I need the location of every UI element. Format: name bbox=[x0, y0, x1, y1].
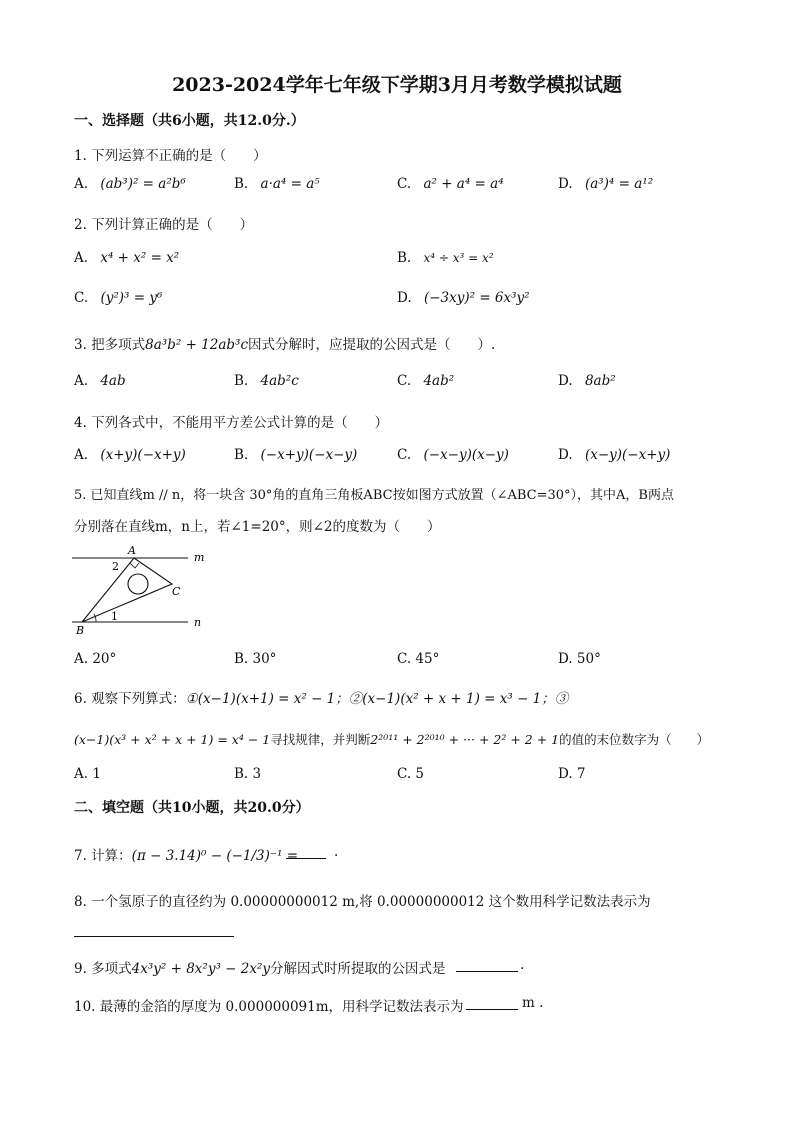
option-label: B. bbox=[234, 176, 249, 192]
right-angle-mark bbox=[130, 563, 139, 568]
section-heading-fill-blank: 二、填空题（共10小题，共20.0分） bbox=[74, 800, 310, 816]
q7-period: . bbox=[334, 844, 339, 860]
option-expression: (a³)⁴ = a¹² bbox=[584, 176, 654, 192]
q4-option-b[interactable] bbox=[234, 447, 357, 463]
stem-expression: 4x³y² + 8x²y³ − 2x²y bbox=[131, 961, 271, 977]
option-expression: (ab³)² = a²b⁶ bbox=[100, 176, 186, 192]
question-3-stem bbox=[74, 333, 495, 353]
label-m: m bbox=[194, 551, 205, 564]
angle-1-arc bbox=[94, 614, 96, 622]
option-expression: x⁴ ÷ x³ = x² bbox=[423, 251, 494, 265]
option-label: B. bbox=[397, 250, 412, 266]
option-label: B. bbox=[234, 447, 249, 463]
q9-answer-blank[interactable] bbox=[456, 971, 518, 972]
q7-answer-blank[interactable] bbox=[286, 858, 326, 859]
q2-option-c[interactable] bbox=[74, 290, 162, 306]
option-label: C. bbox=[397, 176, 412, 192]
stem-text: 因式分解时，应提取的公因式是（ ）. bbox=[248, 337, 496, 353]
option-label: D. bbox=[397, 290, 412, 306]
option-expression: (−3xy)² = 6x³y² bbox=[423, 290, 530, 306]
option-expression: (−x−y)(x−y) bbox=[423, 447, 509, 463]
q3-option-a[interactable] bbox=[74, 373, 126, 389]
stem-text: 寻找规律，并判断 bbox=[270, 732, 371, 747]
stem-text: 7. 计算： bbox=[74, 848, 132, 864]
q5-option-d[interactable]: D. 50° bbox=[558, 651, 601, 667]
q5-option-c[interactable]: C. 45° bbox=[397, 651, 440, 667]
q2-option-a[interactable] bbox=[74, 250, 179, 266]
q5-option-b[interactable]: B. 30° bbox=[234, 651, 277, 667]
q1-option-d[interactable] bbox=[558, 176, 653, 192]
option-label: C. bbox=[74, 290, 89, 306]
stem-text: 3. 把多项式 bbox=[74, 337, 146, 353]
q5-option-a[interactable]: A. 20° bbox=[74, 651, 117, 667]
q8-answer-blank[interactable] bbox=[74, 936, 234, 937]
option-expression: (y²)³ = y⁶ bbox=[100, 290, 163, 306]
option-expression: 4ab bbox=[100, 373, 126, 389]
option-expression: x⁴ + x² = x² bbox=[100, 250, 180, 266]
question-6-stem-line2 bbox=[74, 730, 709, 748]
question-5-stem-line1: 5. 已知直线m // n，将一块含 30°角的直角三角板ABC按如图方式放置（∠ABC=30°），其中A，B两点 bbox=[74, 488, 674, 503]
stem-expression: ①(x−1)(x+1) = x² − 1；②(x−1)(x² + x + 1) = x³ − 1；③ bbox=[185, 691, 569, 707]
option-expression: 8ab² bbox=[584, 373, 616, 389]
stem-text: 9. 多项式 bbox=[74, 961, 132, 977]
stem-text: 的值的末位数字为（ ） bbox=[559, 732, 710, 747]
label-a: A bbox=[128, 544, 136, 557]
question-10-stem: 10. 最薄的金箔的厚度为 0.000000091m，用科学记数法表示为 bbox=[74, 999, 464, 1015]
question-4-stem: 4. 下列各式中，不能用平方差公式计算的是（ ） bbox=[74, 415, 389, 431]
question-5-stem-line2: 分别落在直线m，n上，若∠1=20°，则∠2的度数为（ ） bbox=[74, 519, 441, 535]
section-heading-choice: 一、选择题（共6小题，共12.0分.） bbox=[74, 113, 305, 129]
q6-option-a[interactable]: A. 1 bbox=[74, 766, 101, 782]
q4-option-a[interactable] bbox=[74, 447, 186, 463]
option-label: A. bbox=[74, 373, 89, 389]
question-7-stem bbox=[74, 844, 298, 864]
q10-unit: m . bbox=[522, 995, 544, 1011]
option-label: D. bbox=[558, 373, 573, 389]
q6-option-c[interactable]: C. 5 bbox=[397, 766, 425, 782]
q1-option-c[interactable] bbox=[397, 176, 504, 192]
stem-expression: (π − 3.14)⁰ − (−1/3)⁻¹ = bbox=[131, 848, 299, 864]
q3-option-b[interactable] bbox=[234, 373, 299, 389]
option-label: C. bbox=[397, 373, 412, 389]
q5-figure-triangle bbox=[68, 540, 218, 640]
question-1-stem: 1. 下列运算不正确的是（ ） bbox=[74, 148, 267, 164]
label-angle-1: 1 bbox=[111, 610, 118, 623]
option-label: A. bbox=[74, 250, 89, 266]
q3-option-d[interactable] bbox=[558, 373, 616, 389]
label-b: B bbox=[76, 624, 85, 637]
q4-option-d[interactable] bbox=[558, 447, 670, 463]
option-expression: 4ab²c bbox=[260, 373, 299, 389]
q2-option-d[interactable] bbox=[397, 290, 530, 306]
option-expression: (x+y)(−x+y) bbox=[100, 447, 186, 463]
option-label: C. bbox=[397, 447, 412, 463]
label-n: n bbox=[194, 616, 202, 629]
option-label: D. bbox=[558, 176, 573, 192]
option-expression: a·a⁴ = a⁵ bbox=[260, 176, 320, 192]
q4-option-c[interactable] bbox=[397, 447, 509, 463]
triangle-abc bbox=[82, 558, 172, 622]
question-6-stem-line1 bbox=[74, 687, 568, 707]
q6-option-d[interactable]: D. 7 bbox=[558, 766, 586, 782]
question-2-stem: 2. 下列计算正确的是（ ） bbox=[74, 217, 254, 233]
option-label: A. bbox=[74, 176, 89, 192]
stem-expression: 2²⁰¹¹ + 2²⁰¹⁰ + ··· + 2² + 2 + 1 bbox=[370, 732, 560, 747]
q9-period: . bbox=[520, 957, 525, 973]
option-label: D. bbox=[558, 447, 573, 463]
q1-option-a[interactable] bbox=[74, 176, 186, 192]
q10-answer-blank[interactable] bbox=[466, 1009, 518, 1010]
option-expression: (−x+y)(−x−y) bbox=[260, 447, 358, 463]
q6-option-b[interactable]: B. 3 bbox=[234, 766, 262, 782]
stem-expression: (x−1)(x³ + x² + x + 1) = x⁴ − 1 bbox=[74, 732, 271, 747]
question-8-stem: 8. 一个氢原子的直径约为 0.00000000012 m,将 0.00000000012 这个数用科学记数法表示为 bbox=[74, 894, 651, 910]
page-title: 2023-2024学年七年级下学期3月月考数学模拟试题 bbox=[172, 74, 622, 96]
stem-text: 6. 观察下列算式： bbox=[74, 691, 186, 707]
q1-option-b[interactable] bbox=[234, 176, 320, 192]
option-label: B. bbox=[234, 373, 249, 389]
stem-text: 分解因式时所提取的公因式是 bbox=[270, 961, 446, 977]
option-expression: 4ab² bbox=[423, 373, 455, 389]
q3-option-c[interactable] bbox=[397, 373, 454, 389]
question-9-stem bbox=[74, 957, 446, 977]
label-angle-2: 2 bbox=[112, 560, 119, 573]
stem-expression: 8a³b² + 12ab³c bbox=[145, 337, 249, 353]
option-expression: a² + a⁴ = a⁴ bbox=[423, 176, 504, 192]
q2-option-b[interactable] bbox=[397, 250, 494, 266]
option-label: A. bbox=[74, 447, 89, 463]
circle-hole bbox=[128, 574, 148, 594]
option-expression: (x−y)(−x+y) bbox=[584, 447, 671, 463]
label-c: C bbox=[172, 585, 181, 598]
